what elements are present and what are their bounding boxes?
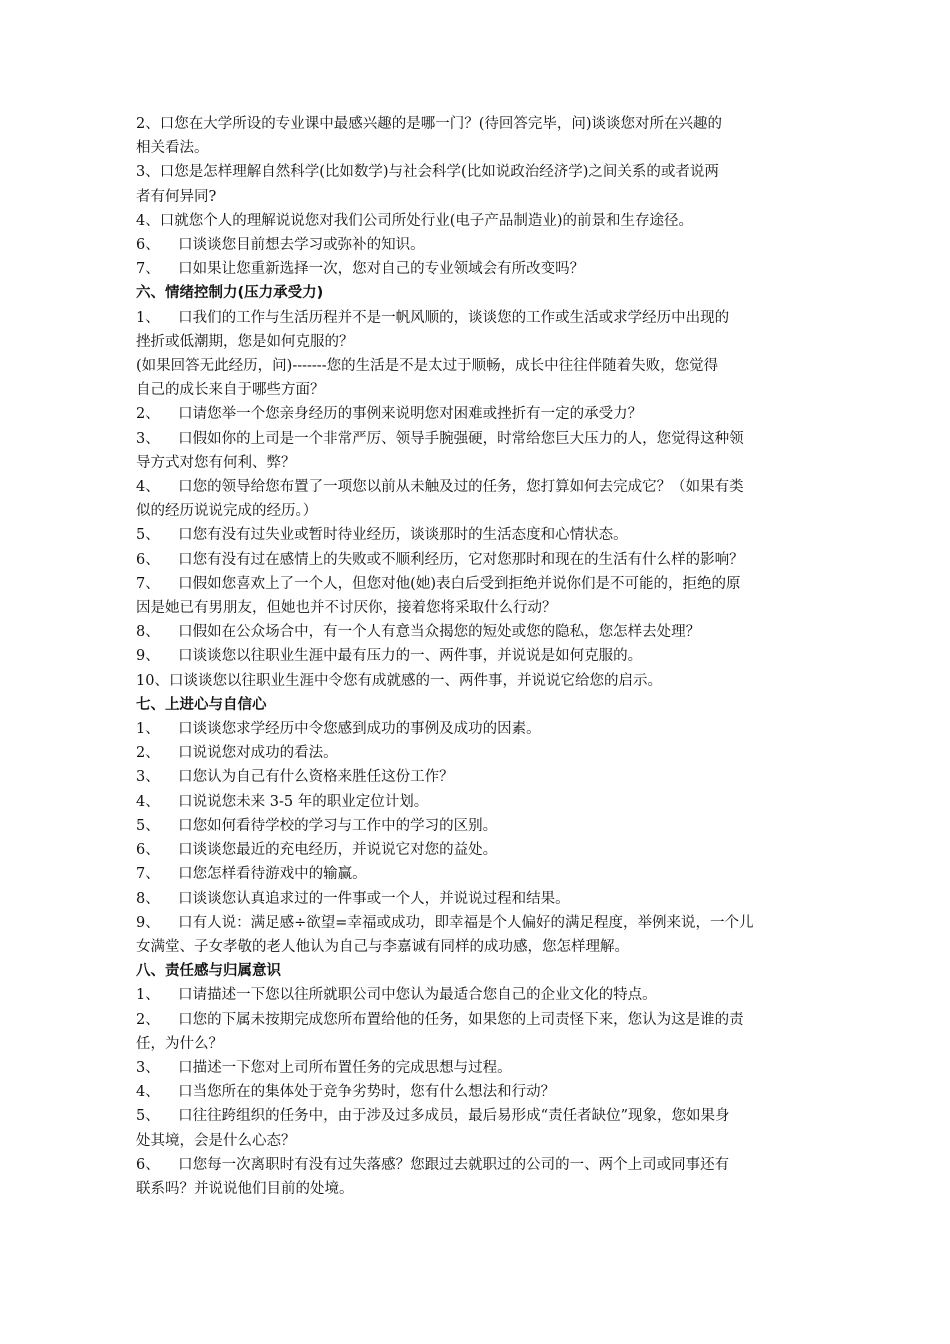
text-line: 6、 口谈谈您最近的充电经历，并说说它对您的益处。 [136,842,498,859]
text-line: 者有何异同? [136,188,217,205]
text-line: 6、 口您有没有过在感情上的失败或不顺利经历，它对您那时和现在的生活有什么样的影响？ [136,551,744,568]
text-line: 5、 口您如何看待学校的学习与工作中的学习的区别。 [136,817,498,834]
text-line: 1、 口请描述一下您以往所就职公司中您认为最适合您自己的企业文化的特点。 [136,987,657,1004]
text-line: 因是她已有男朋友，但她也并不讨厌你，接着您将采取什么行动？ [136,600,557,617]
text-line: 3、 口描述一下您对上司所布置任务的完成思想与过程。 [136,1059,512,1076]
text-line: 相关看法。 [136,140,209,157]
text-line: (如果回答无此经历，问)-------您的生活是不是太过于顺畅，成长中往往伴随着失败，您觉得 [136,358,719,375]
section-heading: 六、情绪控制力(压力承受力) [136,285,324,302]
text-line: 5、 口往往跨组织的任务中，由于涉及过多成员，最后易形成“责任者缺位”现象，您如果身 [136,1108,730,1125]
text-line: 8、 口假如在公众场合中，有一个人有意当众揭您的短处或您的隐私，您怎样去处理？ [136,624,701,641]
text-line: 9、 口谈谈您以往职业生涯中最有压力的一、两件事，并说说是如何克服的。 [136,648,643,665]
text-line: 导方式对您有何利、弊？ [136,454,296,471]
text-line: 联系吗？并说说他们目前的处境。 [136,1180,354,1197]
text-line: 7、 口您怎样看待游戏中的输赢。 [136,866,367,883]
text-line: 1、 口我们的工作与生活历程并不是一帆风顺的，谈谈您的工作或生活或求学经历中出现的 [136,309,730,326]
text-line: 女满堂、子女孝敬的老人他认为自己与李嘉诚有同样的成功感，您怎样理解。 [136,938,629,955]
text-line: 2、口您在大学所设的专业课中最感兴趣的是哪一门？(待回答完毕，问)谈谈您对所在兴趣的 [136,116,723,132]
text-line: 2、 口您的下属未按期完成您所布置给他的任务，如果您的上司责怪下来，您认为这是谁的责 [136,1011,744,1028]
text-line: 处其境，会是什么心态？ [136,1132,296,1149]
text-line: 9、 口有人说：满足感÷欲望=幸福或成功，即幸福是个人偏好的满足程度，举例来说，一个儿 [136,914,754,931]
text-line: 4、 口当您所在的集体处于竞争劣势时，您有什么想法和行动？ [136,1084,556,1101]
text-line: 5、 口您有没有过失业或暂时待业经历，谈谈那时的生活态度和心情状态。 [136,527,628,544]
document-body [136,112,822,1201]
text-line: 挫折或低潮期，您是如何克服的？ [136,333,354,350]
text-line: 3、口您是怎样理解自然科学(比如数学)与社会科学(比如说政治经济学)之间关系的或者说两 [136,164,719,181]
text-line: 任，为什么？ [136,1035,223,1052]
text-line: 7、 口如果让您重新选择一次，您对自己的专业领域会有所改变吗？ [136,261,585,278]
text-line: 似的经历说说完成的经历。） [136,503,318,520]
text-line: 1、 口谈谈您求学经历中令您感到成功的事例及成功的因素。 [136,721,541,738]
section-heading: 八、责任感与归属意识 [136,963,281,980]
text-line: 6、 口您每一次离职时有没有过失落感？您跟过去就职过的公司的一、两个上司或同事还有 [136,1156,730,1173]
text-line: 3、 口假如你的上司是一个非常严厉、领导手腕强硬，时常给您巨大压力的人，您觉得这种领 [136,430,744,447]
text-line: 6、 口谈谈您目前想去学习或弥补的知识。 [136,237,425,254]
text-line: 2、 口说说您对成功的看法。 [136,745,338,762]
text-line: 10、口谈谈您以往职业生涯中令您有成就感的一、两件事，并说说它给您的启示。 [136,672,662,689]
text-line: 8、 口谈谈您认真追求过的一件事或一个人，并说说过程和结果。 [136,890,570,907]
text-line: 自己的成长来自于哪些方面？ [136,382,325,399]
text-line: 2、 口请您举一个您亲身经历的事例来说明您对困难或挫折有一定的承受力？ [136,406,643,423]
text-line: 4、 口您的领导给您布置了一项您以前从未触及过的任务，您打算如何去完成它？（如果有类 [136,479,744,496]
text-line: 4、口就您个人的理解说说您对我们公司所处行业(电子产品制造业)的前景和生存途径。 [136,212,694,229]
text-line: 3、 口您认为自己有什么资格来胜任这份工作？ [136,769,454,786]
section-heading: 七、上进心与自信心 [136,696,267,713]
text-line: 4、 口说说您未来 3-5 年的职业定位计划。 [136,793,429,810]
text-line: 7、 口假如您喜欢上了一个人，但您对他(她)表白后受到拒绝并说你们是不可能的，拒绝的原 [136,575,741,592]
